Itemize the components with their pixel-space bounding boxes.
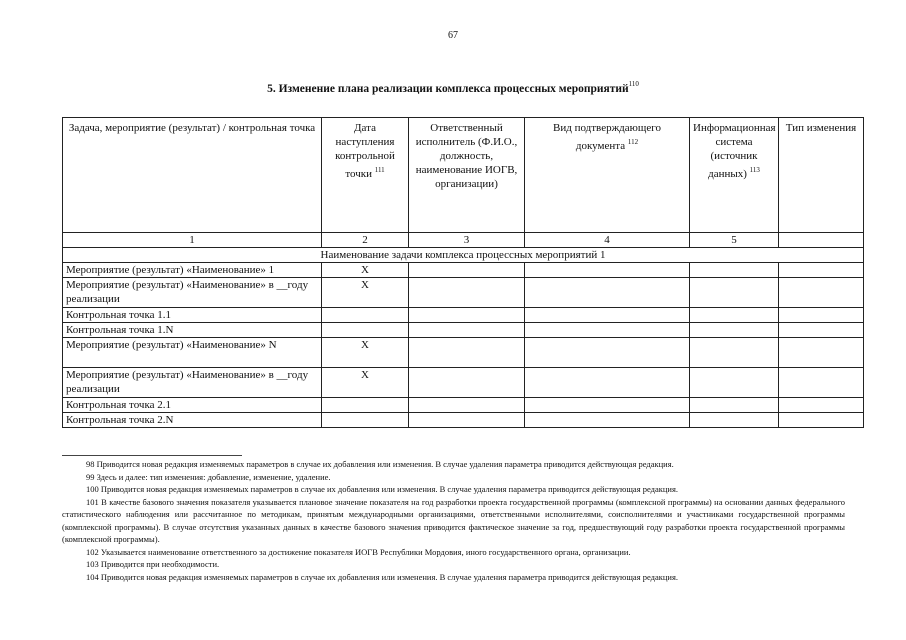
column-number: 1 — [63, 233, 322, 248]
empty-cell — [525, 413, 690, 428]
table-row — [63, 368, 864, 398]
column-number: 2 — [322, 233, 409, 248]
empty-cell — [409, 398, 525, 413]
row-mark — [322, 398, 409, 413]
empty-cell — [690, 323, 779, 338]
table-row — [63, 413, 864, 428]
empty-cell — [690, 308, 779, 323]
empty-cell — [690, 398, 779, 413]
empty-cell — [779, 338, 864, 368]
row-name: Контрольная точка 2.1 — [63, 398, 322, 413]
empty-cell — [409, 278, 525, 308]
row-name: Мероприятие (результат) «Наименование» в __году реализации — [63, 278, 322, 308]
empty-cell — [525, 308, 690, 323]
header-responsible: Ответственный исполнитель (Ф.И.О., должность, наименование ИОГВ, организации) — [409, 118, 525, 233]
empty-cell — [409, 308, 525, 323]
empty-cell — [779, 263, 864, 278]
empty-cell — [779, 368, 864, 398]
row-mark: X — [322, 278, 409, 308]
section-title-text: 5. Изменение плана реализации комплекса процессных мероприятий — [267, 83, 629, 95]
row-mark — [322, 413, 409, 428]
row-mark — [322, 323, 409, 338]
header-info-footnote-ref: 113 — [749, 166, 760, 174]
plan-change-table — [62, 117, 864, 428]
column-number: 5 — [690, 233, 779, 248]
empty-cell — [525, 338, 690, 368]
column-number: 3 — [409, 233, 525, 248]
empty-cell — [690, 338, 779, 368]
row-mark: X — [322, 368, 409, 398]
empty-cell — [779, 308, 864, 323]
page-number: 67 — [448, 30, 458, 41]
header-task: Задача, мероприятие (результат) / контрольная точка — [63, 118, 322, 233]
empty-cell — [409, 368, 525, 398]
empty-cell — [525, 278, 690, 308]
column-number — [779, 233, 864, 248]
row-name: Контрольная точка 1.1 — [63, 308, 322, 323]
empty-cell — [779, 278, 864, 308]
empty-cell — [525, 323, 690, 338]
footnote-100: 100 Приводится новая редакция изменяемых параметров в случае их добавления или изменения. В случае удаления параметра приводится действующая редакция. — [86, 484, 678, 494]
empty-cell — [525, 368, 690, 398]
footnote-104: 104 Приводится новая редакция изменяемых параметров в случае их добавления или изменения. В случае удаления параметра приводится действующая редакция. — [86, 571, 678, 582]
empty-cell — [409, 323, 525, 338]
empty-cell — [779, 323, 864, 338]
header-document-footnote-ref: 112 — [627, 138, 639, 146]
header-date: Дата наступления контрольной точки $^{111}$ — [322, 118, 409, 233]
table-row — [63, 338, 864, 368]
footnote-102: 102 Указывается наименование ответственного за достижение показателя ИОГВ Республики Мордовия, иного государственного органа, организации. — [86, 546, 631, 557]
table-header-row — [63, 118, 864, 233]
empty-cell — [690, 263, 779, 278]
row-name: Мероприятие (результат) «Наименование» 1 — [63, 263, 322, 278]
empty-cell — [409, 263, 525, 278]
empty-cell — [779, 413, 864, 428]
header-date-footnote-ref: 111 — [374, 166, 385, 174]
section-title — [0, 80, 906, 95]
table-row — [63, 308, 864, 323]
row-name: Мероприятие (результат) «Наименование» в __году реализации — [63, 368, 322, 398]
empty-cell — [409, 338, 525, 368]
footnote-divider — [62, 455, 242, 456]
empty-cell — [409, 413, 525, 428]
row-name: Мероприятие (результат) «Наименование» N — [63, 338, 322, 368]
column-number: 4 — [525, 233, 690, 248]
section-title-footnote-ref: 110 — [628, 80, 639, 88]
task-section-title: Наименование задачи комплекса процессных мероприятий 1 — [63, 248, 864, 263]
footnote-103: 103 Приводится при необходимости. — [86, 559, 220, 569]
header-document-type: Вид подтверждающего документа $^{112}$ — [525, 118, 690, 233]
table-row — [63, 323, 864, 338]
table-row — [63, 263, 864, 278]
row-mark — [322, 308, 409, 323]
row-mark: X — [322, 338, 409, 368]
table-row — [63, 278, 864, 308]
empty-cell — [690, 368, 779, 398]
column-number-row — [63, 233, 864, 248]
empty-cell — [690, 413, 779, 428]
empty-cell — [690, 278, 779, 308]
empty-cell — [779, 398, 864, 413]
header-change-type: Тип изменения — [779, 118, 864, 233]
table-row — [63, 398, 864, 413]
task-section-row — [63, 248, 864, 263]
footnote-98: 98 Приводится новая редакция изменяемых параметров в случае их добавления или изменения. В случае удаления параметра приводится действующая редакция. — [86, 459, 674, 469]
header-info-system: Информационная система (источник данных) $^{113}$ — [690, 118, 779, 233]
row-mark: X — [322, 263, 409, 278]
footnote-101: 101 В качестве базового значения показателя указывается плановое значение показателя на год разработки проекта государственной программы (комплексной программы) на основании данных федерального статистического наблюдения или рассчитанное по методикам, принятым международными организациями, ответственными исполнителями, соисполнителями и участниками государственной программы (комплексной программы). В случае отсутствия указанных данных в качестве базового значения приводится фактическое значение за год, предшествующий году разработки проекта государственной программы (комплексной программы). — [62, 496, 845, 544]
row-name: Контрольная точка 2.N — [63, 413, 322, 428]
footnotes — [62, 458, 845, 583]
empty-cell — [525, 263, 690, 278]
empty-cell — [525, 398, 690, 413]
footnote-99: 99 Здесь и далее: тип изменения: добавление, изменение, удаление. — [86, 471, 331, 482]
row-name: Контрольная точка 1.N — [63, 323, 322, 338]
